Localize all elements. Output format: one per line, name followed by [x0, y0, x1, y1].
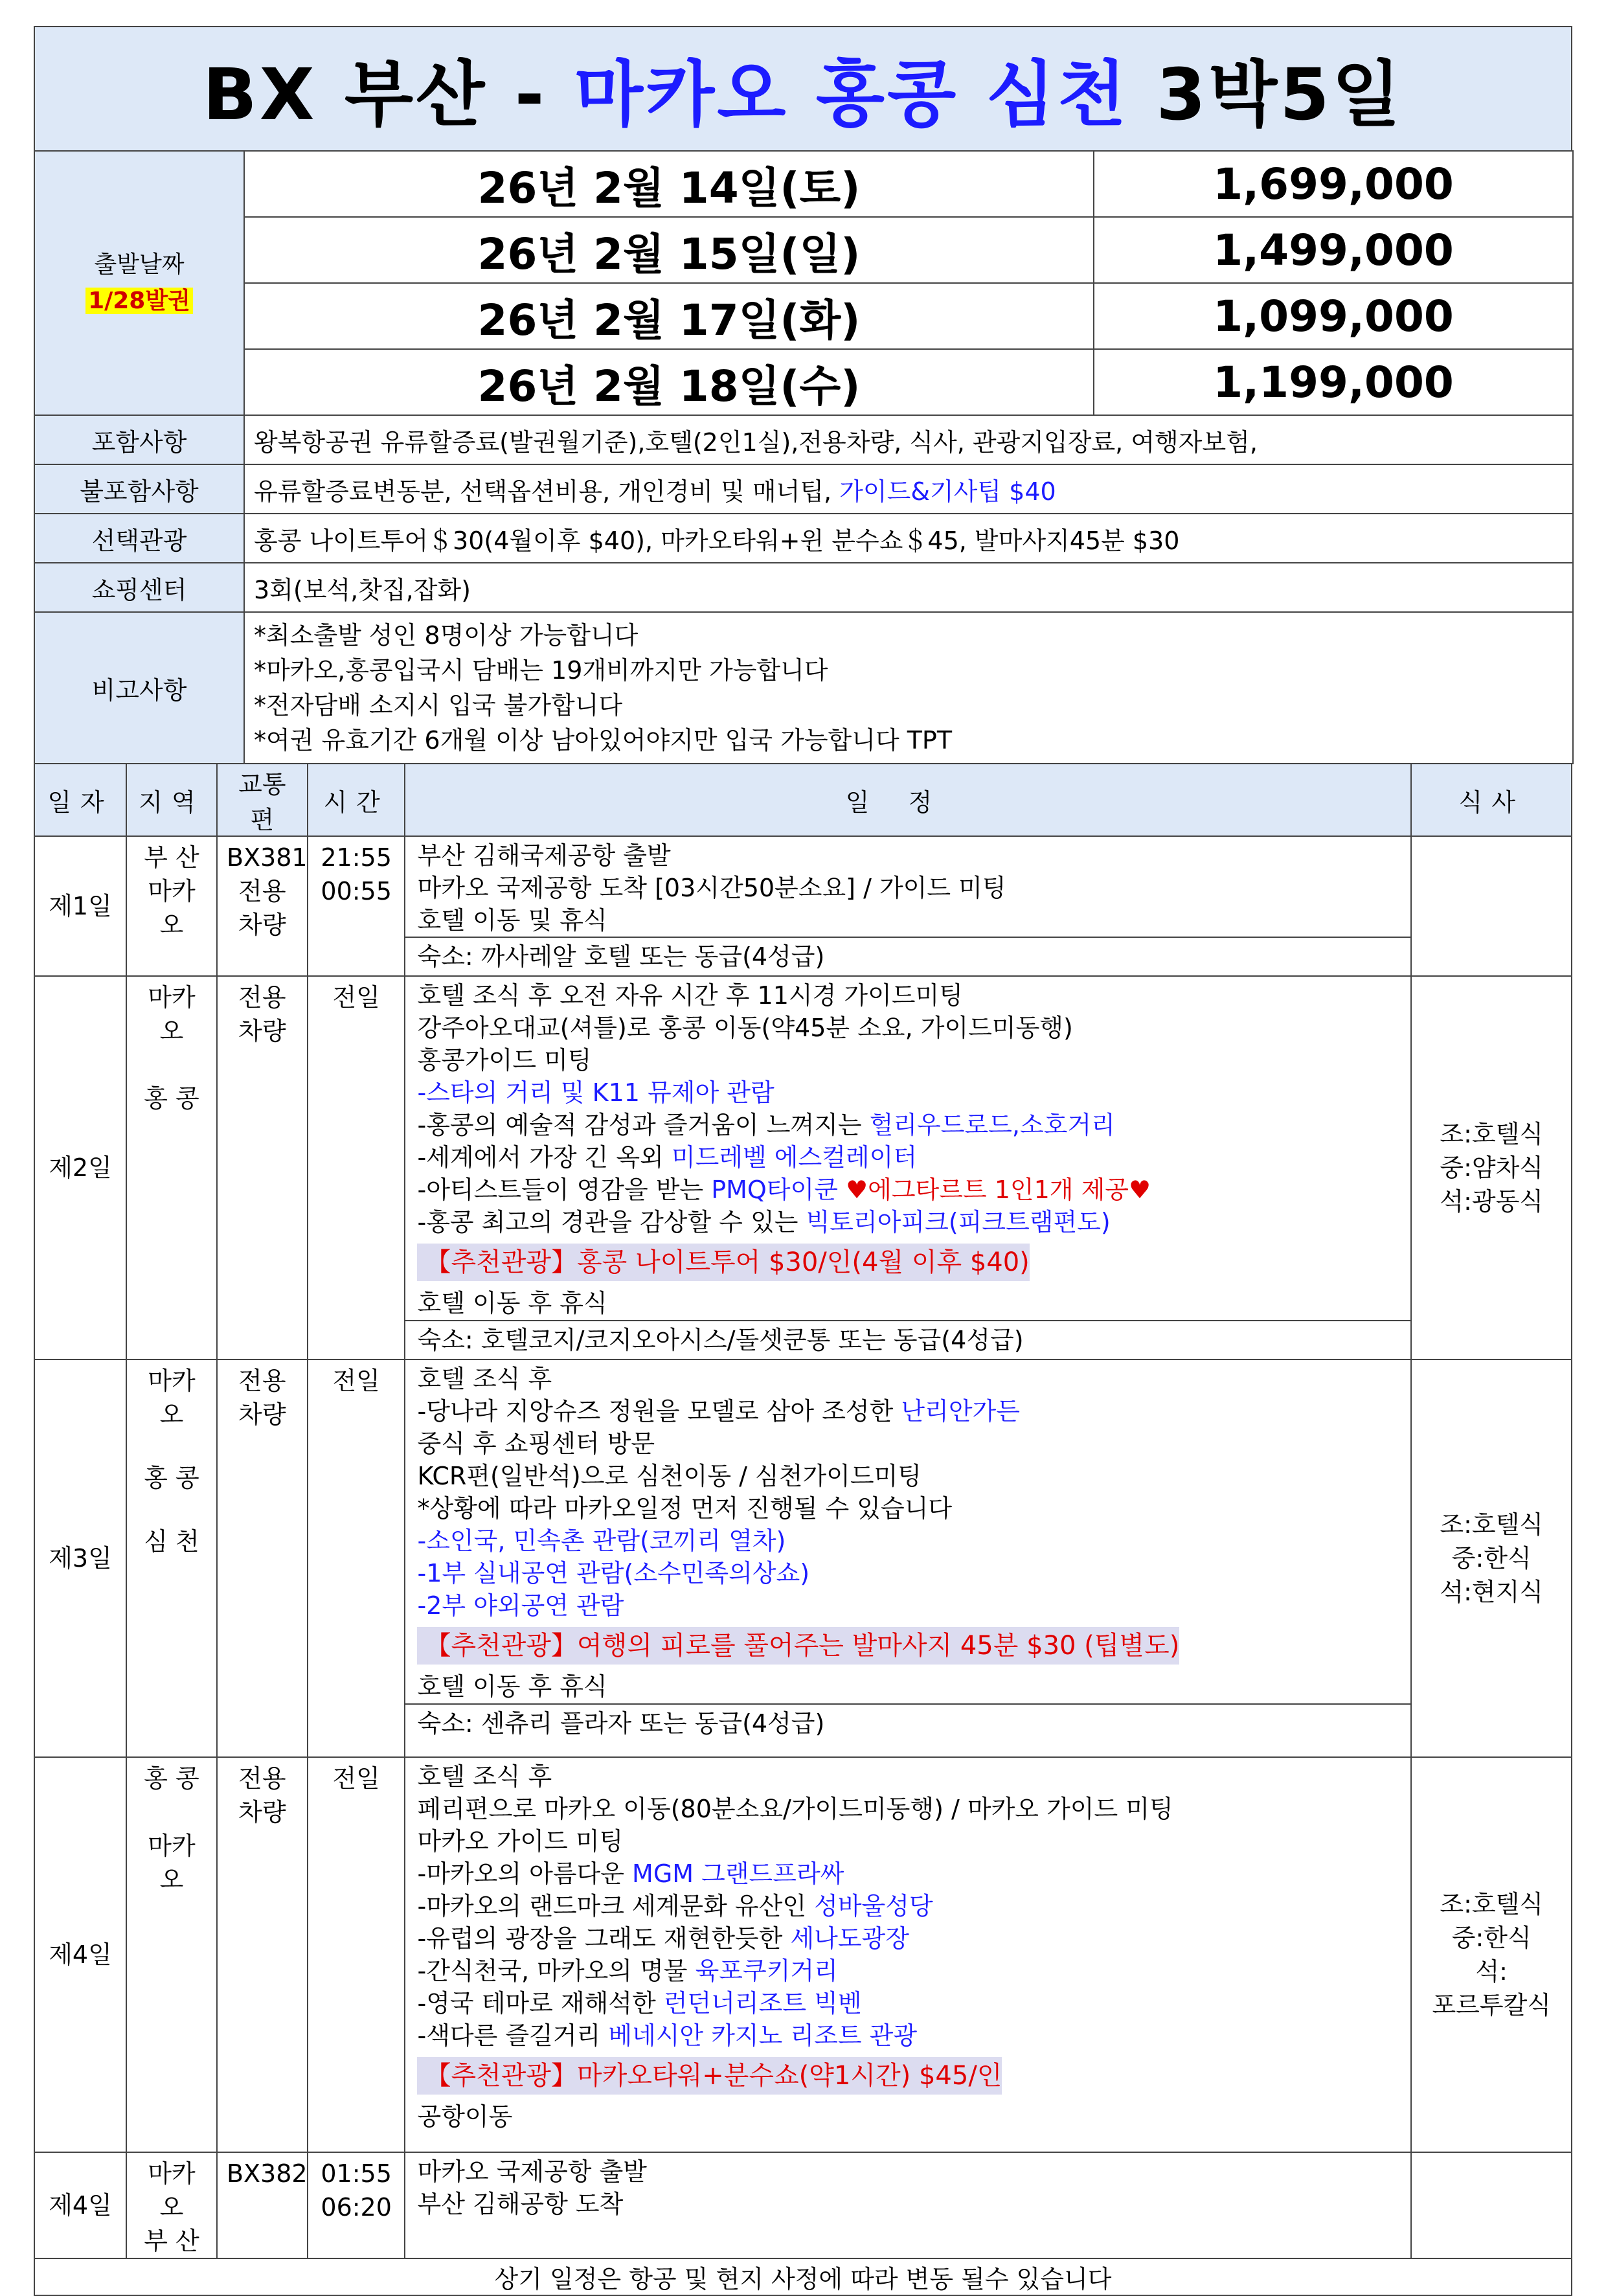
region-name: 홍 콩	[144, 1464, 199, 1492]
time-cell	[308, 836, 405, 976]
schedule-line	[417, 1760, 1399, 1793]
meal-cell	[1411, 2152, 1572, 2258]
transport-item: 전용	[238, 983, 286, 1012]
schedule-text: 강주아오대교(셔틀)로 홍콩 이동(약45분 소요, 가이드미동행)	[417, 1014, 1073, 1042]
departure-date: 26년 2월 15일(일)	[244, 217, 1094, 283]
remarks-label: 비고사항	[34, 612, 244, 764]
schedule-text: -홍콩 최고의 경관을 감상할 수 있는	[417, 1208, 806, 1236]
page-title	[34, 27, 1572, 151]
schedule-line	[417, 1460, 1399, 1492]
transport-item: 전용	[238, 877, 286, 905]
departure-price: 1,499,000	[1094, 217, 1573, 283]
schedule-cell	[405, 976, 1411, 1359]
time-cell	[308, 2152, 405, 2258]
schedule-line	[417, 2019, 1399, 2052]
shopping-label: 쇼핑센터	[34, 563, 244, 612]
schedule-cell	[405, 1359, 1411, 1757]
schedule-text: 호텔 조식 후 오전 자유 시간 후 11시경 가이드미팅	[417, 981, 963, 1010]
meal-item: 석:	[1475, 1957, 1508, 1986]
time-value: 00:55	[321, 877, 392, 905]
meal-item: 중:한식	[1451, 1544, 1532, 1573]
day-label: 제4일	[34, 1757, 126, 2152]
day-label: 제4일	[34, 2152, 126, 2258]
schedule-line	[417, 1955, 1399, 1987]
schedule-text: 호텔 조식 후	[417, 1762, 552, 1791]
schedule-cell	[405, 2152, 1411, 2258]
meal-cell	[1411, 1359, 1572, 1757]
schedule-line	[417, 1987, 1399, 2019]
meal-item: 중:한식	[1451, 1924, 1532, 1952]
schedule-lines	[405, 977, 1410, 1238]
schedule-text: -유럽의 광장을 그래도 재현한듯한	[417, 1924, 791, 1953]
remark-line: *전자담배 소지시 입국 불가합니다	[254, 691, 623, 720]
attraction-name: -스타의 거리 및 K11 뮤제아 관람	[417, 1078, 775, 1107]
schedule-after: 공항이동	[417, 2102, 513, 2131]
region-name: 마카오	[148, 877, 196, 939]
recommended-tour: 【추천관광】여행의 피로를 풀어주는 발마사지 45분 $30 (팁별도)	[417, 1627, 1179, 1665]
remarks-list	[244, 612, 1573, 764]
remark-line: *최소출발 성인 8명이상 가능합니다	[254, 621, 639, 650]
region-cell	[126, 976, 217, 1359]
attraction-name: 런던너리조트 빅벤	[663, 1989, 862, 2018]
schedule-line	[417, 872, 1399, 904]
region-name: 홍 콩	[144, 1764, 199, 1793]
schedule-text: -마카오의 아름다운	[417, 1859, 633, 1888]
region-name	[136, 1048, 207, 1082]
title-destinations: 마카오 홍콩 심천	[574, 53, 1129, 136]
schedule-line	[417, 1589, 1399, 1622]
schedule-line	[417, 1793, 1399, 1825]
itinerary-sheet	[34, 26, 1572, 2296]
time-value: 전일	[332, 983, 380, 1012]
meal-item: 조:호텔식	[1440, 1890, 1544, 1918]
schedule-text: -간식천국, 마카오의 명물	[417, 1957, 696, 1985]
region-name: 마카오	[148, 2159, 196, 2222]
schedule-text: 중식 후 쇼핑센터 방문	[417, 1429, 655, 1458]
transport-cell	[217, 836, 308, 976]
schedule-line	[417, 1525, 1399, 1557]
schedule-text: 마카오 가이드 미팅	[417, 1827, 624, 1856]
attraction-name: 헐리우드로드,소호거리	[869, 1111, 1115, 1139]
day-label: 제3일	[34, 1359, 126, 1757]
schedule-table	[34, 763, 1572, 2259]
hotel-info: 숙소: 까사레알 호텔 또는 동급(4성급)	[405, 937, 1410, 975]
region-name: 마카오	[148, 983, 196, 1045]
region-name: 부 산	[144, 843, 199, 872]
attraction-name: -소인국, 민속촌 관람(코끼리 열차)	[417, 1527, 786, 1555]
info-table	[34, 150, 1574, 764]
departure-label: 출발날짜	[94, 251, 185, 278]
region-name: 부 산	[144, 2227, 199, 2255]
meal-item: 중:얌차식	[1440, 1154, 1544, 1182]
excluded-main: 유류할증료변동분, 선택옵션비용, 개인경비 및 매너팁,	[254, 477, 840, 506]
region-cell	[126, 1757, 217, 2152]
remark-line: *여권 유효기간 6개월 이상 남아있어야지만 입국 가능합니다 TPT	[254, 726, 953, 755]
schedule-text: -홍콩의 예술적 감성과 즐거움이 느껴지는	[417, 1111, 870, 1139]
schedule-day-row	[34, 976, 1572, 1359]
departure-date: 26년 2월 14일(토)	[244, 151, 1094, 217]
transport-item: BX381	[226, 843, 308, 872]
guide-tip: 가이드&기사팁 $40	[839, 477, 1056, 506]
schedule-line	[417, 1825, 1399, 1858]
schedule-line	[417, 1044, 1399, 1076]
title-table	[34, 26, 1572, 152]
region-name: 홍 콩	[144, 1084, 199, 1113]
transport-item: 차량	[238, 1798, 286, 1826]
attraction-name: -2부 야외공연 관람	[417, 1591, 624, 1620]
schedule-line	[417, 1109, 1399, 1141]
region-name	[136, 1795, 207, 1829]
meal-item: 포르투칼식	[1432, 1991, 1551, 2019]
schedule-lines	[405, 2153, 1410, 2220]
transport-item: 차량	[238, 1400, 286, 1429]
schedule-lines	[405, 837, 1410, 937]
transport-item: 전용	[238, 1764, 286, 1793]
time-value: 01:55	[321, 2159, 392, 2188]
attraction-name: -1부 실내공연 관람(소수민족의상쇼)	[417, 1559, 810, 1587]
region-cell	[126, 2152, 217, 2258]
time-value: 전일	[332, 1367, 380, 1395]
attraction-name: 미드레벨 에스컬레이터	[671, 1143, 918, 1172]
meal-item: 조:호텔식	[1440, 1510, 1544, 1539]
schedule-text: 마카오 국제공항 도착 [03시간50분소요] / 가이드 미팅	[417, 874, 1006, 902]
schedule-text: 호텔 이동 및 휴식	[417, 906, 607, 935]
schedule-text: 호텔 조식 후	[417, 1365, 552, 1393]
meal-cell	[1411, 1757, 1572, 2152]
transport-cell	[217, 976, 308, 1359]
time-cell	[308, 976, 405, 1359]
header-time: 시간	[308, 764, 405, 836]
optional-label: 선택관광	[34, 514, 244, 563]
transport-item: 차량	[238, 911, 286, 939]
transport-cell	[217, 1359, 308, 1757]
shopping-text: 3회(보석,찻집,잡화)	[244, 563, 1573, 612]
header-region: 지역	[126, 764, 217, 836]
excluded-label: 불포함사항	[34, 464, 244, 514]
header-transport: 교통편	[217, 764, 308, 836]
included-text: 왕복항공권 유류할증료(발권월기준),호텔(2인1실),전용차량, 식사, 관광지입장료, 여행자보험,	[244, 415, 1573, 464]
region-cell	[126, 1359, 217, 1757]
excluded-text	[244, 464, 1573, 514]
schedule-line	[417, 1395, 1399, 1427]
departure-price: 1,099,000	[1094, 283, 1573, 349]
day-label: 제2일	[34, 976, 126, 1359]
attraction-name: MGM 그랜드프라싸	[632, 1859, 844, 1888]
ticketing-note: 1/28발권	[85, 288, 193, 314]
title-prefix: BX 부산 -	[202, 53, 574, 136]
attraction-name: 난리안가든	[901, 1397, 1020, 1426]
optional-text: 홍콩 나이트투어＄30(4월이후 $40), 마카오타워+윈 분수쇼＄45, 발마사지45분 $30	[244, 514, 1573, 563]
schedule-line	[417, 1363, 1399, 1395]
schedule-text: 페리편으로 마카오 이동(80분소요/가이드미동행) / 마카오 가이드 미팅	[417, 1795, 1173, 1823]
schedule-line	[417, 1076, 1399, 1109]
schedule-line	[417, 1922, 1399, 1955]
time-value: 21:55	[321, 843, 392, 872]
departure-label-cell	[34, 151, 244, 415]
header-schedule: 일정	[405, 764, 1411, 836]
time-cell	[308, 1757, 405, 2152]
schedule-line	[417, 904, 1399, 937]
special-offer: ♥에그타르트 1인1개 제공♥	[837, 1176, 1151, 1204]
departure-date: 26년 2월 17일(화)	[244, 283, 1094, 349]
schedule-line	[417, 2188, 1399, 2220]
transport-item: BX382	[226, 2159, 308, 2188]
schedule-line	[417, 1174, 1399, 1206]
schedule-after: 호텔 이동 후 휴식	[417, 1289, 607, 1317]
schedule-text: -마카오의 랜드마크 세계문화 유산인	[417, 1892, 815, 1920]
region-name: 마카오	[148, 1367, 196, 1429]
meal-item: 석:현지식	[1440, 1578, 1544, 1606]
schedule-text: 부산 김해국제공항 출발	[417, 841, 671, 870]
schedule-line	[417, 1141, 1399, 1174]
included-label: 포함사항	[34, 415, 244, 464]
time-cell	[308, 1359, 405, 1757]
time-value: 전일	[332, 1764, 380, 1793]
attraction-name: PMQ타이쿤	[711, 1176, 838, 1204]
attraction-name: 성바울성당	[814, 1892, 933, 1920]
schedule-text: KCR편(일반석)으로 심천이동 / 심천가이드미팅	[417, 1462, 922, 1490]
schedule-line	[417, 1890, 1399, 1922]
transport-cell	[217, 1757, 308, 2152]
schedule-day-row	[34, 1359, 1572, 1757]
hotel-info: 숙소: 센츄리 플라자 또는 동급(4성급)	[405, 1703, 1410, 1742]
title-duration: 3박5일	[1129, 53, 1404, 136]
transport-item: 전용	[238, 1367, 286, 1395]
schedule-line	[417, 2155, 1399, 2188]
meal-item: 조:호텔식	[1440, 1120, 1544, 1148]
footer-note: 상기 일정은 항공 및 현지 사정에 따라 변동 될수 있습니다	[34, 2258, 1572, 2295]
hotel-info: 숙소: 호텔코지/코지오아시스/돌셋쿤통 또는 동급(4성급)	[405, 1320, 1410, 1359]
departure-price: 1,199,000	[1094, 349, 1573, 415]
schedule-text: -당나라 지앙슈즈 정원을 모델로 삼아 조성한	[417, 1397, 901, 1426]
schedule-lines	[405, 1360, 1410, 1622]
schedule-day-row	[34, 836, 1572, 976]
region-name: 심 천	[144, 1527, 199, 1556]
schedule-cell	[405, 1757, 1411, 2152]
departure-date: 26년 2월 18일(수)	[244, 349, 1094, 415]
attraction-name: 베네시안 카지노 리조트 관광	[608, 2021, 918, 2050]
recommended-tour: 【추천관광】홍콩 나이트투어 $30/인(4월 이후 $40)	[417, 1244, 1029, 1281]
schedule-line	[417, 1427, 1399, 1460]
schedule-header	[34, 764, 1572, 836]
schedule-line	[417, 1492, 1399, 1525]
schedule-text: -색다른 즐길거리	[417, 2021, 609, 2050]
meal-cell	[1411, 976, 1572, 1359]
schedule-after: 호텔 이동 후 휴식	[417, 1672, 607, 1701]
schedule-text: 부산 김해공항 도착	[417, 2190, 624, 2218]
departure-price: 1,699,000	[1094, 151, 1573, 217]
schedule-line	[417, 979, 1399, 1012]
schedule-line	[417, 1557, 1399, 1589]
attraction-name: 빅토리아피크(피크트램편도)	[806, 1208, 1111, 1236]
schedule-line	[417, 1012, 1399, 1044]
schedule-text: -아티스트들이 영감을 받는	[417, 1176, 712, 1204]
recommended-tour: 【추천관광】마카오타워+분수쇼(약1시간) $45/인	[417, 2057, 1002, 2095]
schedule-text: *상황에 따라 마카오일정 먼저 진행될 수 있습니다	[417, 1494, 953, 1523]
region-cell	[126, 836, 217, 976]
schedule-lines	[405, 1758, 1410, 2052]
attraction-name: 세나도광장	[790, 1924, 909, 1953]
region-name: 마카오	[148, 1832, 196, 1894]
schedule-line	[417, 839, 1399, 872]
footer-table	[34, 2258, 1572, 2296]
day-label: 제1일	[34, 836, 126, 976]
schedule-line	[417, 1206, 1399, 1238]
schedule-cell	[405, 836, 1411, 976]
transport-cell	[217, 2152, 308, 2258]
remark-line: *마카오,홍콩입국시 담배는 19개비까지만 가능합니다	[254, 656, 828, 685]
header-meal: 식사	[1411, 764, 1572, 836]
header-day: 일자	[34, 764, 126, 836]
schedule-text: 홍콩가이드 미팅	[417, 1046, 592, 1074]
schedule-text: 마카오 국제공항 출발	[417, 2157, 648, 2186]
schedule-line	[417, 1858, 1399, 1890]
schedule-text: -세계에서 가장 긴 옥외	[417, 1143, 672, 1172]
transport-item: 차량	[238, 1017, 286, 1045]
schedule-text: -영국 테마로 재해석한	[417, 1989, 664, 2018]
time-value: 06:20	[321, 2193, 392, 2222]
schedule-day-row	[34, 1757, 1572, 2152]
schedule-day-row	[34, 2152, 1572, 2258]
attraction-name: 육포쿠키거리	[695, 1957, 838, 1985]
meal-cell	[1411, 836, 1572, 976]
meal-item: 석:광동식	[1440, 1187, 1544, 1216]
